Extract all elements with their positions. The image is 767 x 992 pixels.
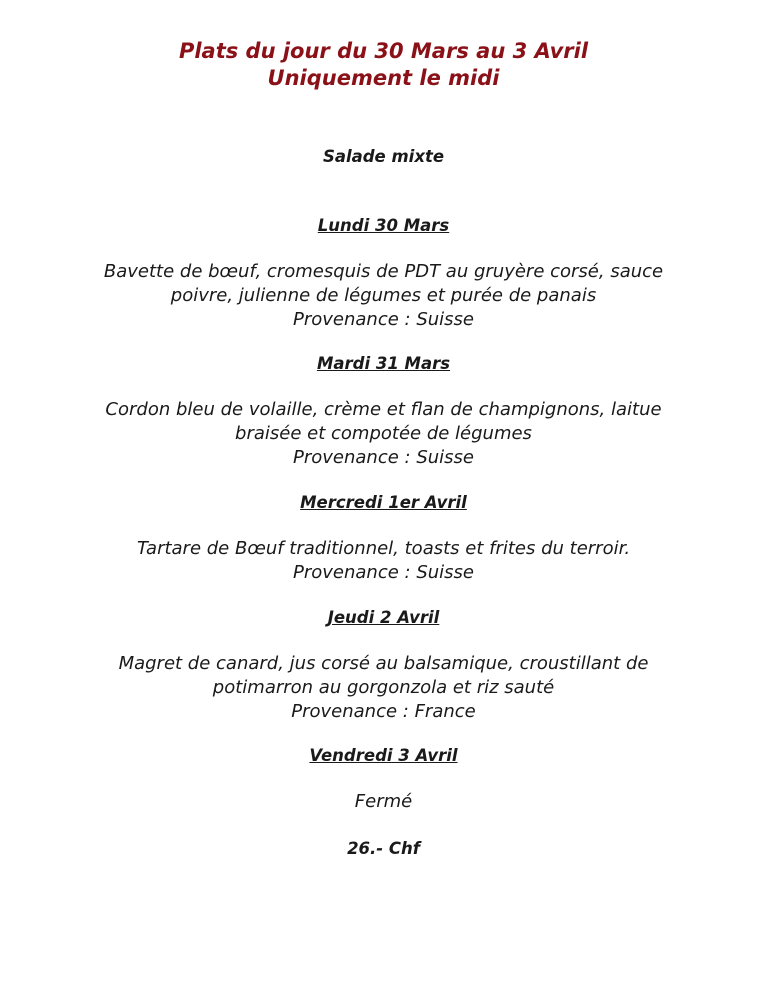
salad-item: Salade mixte bbox=[322, 147, 445, 166]
closed-note: Fermé bbox=[354, 791, 413, 812]
day-heading-tuesday: Mardi 31 Mars bbox=[316, 354, 451, 373]
dish-line: Cordon bleu de volaille, crème et flan de champignons, laitue bbox=[105, 399, 662, 420]
dish-line: Magret de canard, jus corsé au balsamique, croustillant de bbox=[118, 653, 649, 674]
dish-line: poivre, julienne de légumes et purée de panais bbox=[170, 285, 597, 306]
dish-line: braisée et compotée de légumes bbox=[235, 423, 532, 444]
dish-wednesday bbox=[60, 537, 707, 585]
provenance: Provenance : Suisse bbox=[293, 447, 474, 468]
provenance: Provenance : France bbox=[291, 701, 476, 722]
day-heading-friday: Vendredi 3 Avril bbox=[309, 746, 458, 765]
dish-friday bbox=[60, 790, 707, 814]
provenance: Provenance : Suisse bbox=[293, 562, 474, 583]
dish-line: Tartare de Bœuf traditionnel, toasts et frites du terroir. bbox=[136, 538, 631, 559]
day-heading-monday: Lundi 30 Mars bbox=[317, 216, 450, 235]
dish-tuesday bbox=[60, 398, 707, 470]
day-heading-wednesday: Mercredi 1er Avril bbox=[300, 493, 467, 512]
menu-price: 26.- Chf bbox=[347, 839, 420, 858]
menu-title bbox=[0, 38, 767, 92]
dish-line: potimarron au gorgonzola et riz sauté bbox=[212, 677, 555, 698]
provenance: Provenance : Suisse bbox=[293, 309, 474, 330]
day-heading-thursday: Jeudi 2 Avril bbox=[327, 608, 440, 627]
dish-thursday bbox=[60, 652, 707, 724]
title-line-lunch-only: Uniquement le midi bbox=[267, 66, 500, 90]
title-line-dates: Plats du jour du 30 Mars au 3 Avril bbox=[178, 39, 589, 63]
dish-monday bbox=[60, 260, 707, 332]
dish-line: Bavette de bœuf, cromesquis de PDT au gruyère corsé, sauce bbox=[103, 261, 664, 282]
